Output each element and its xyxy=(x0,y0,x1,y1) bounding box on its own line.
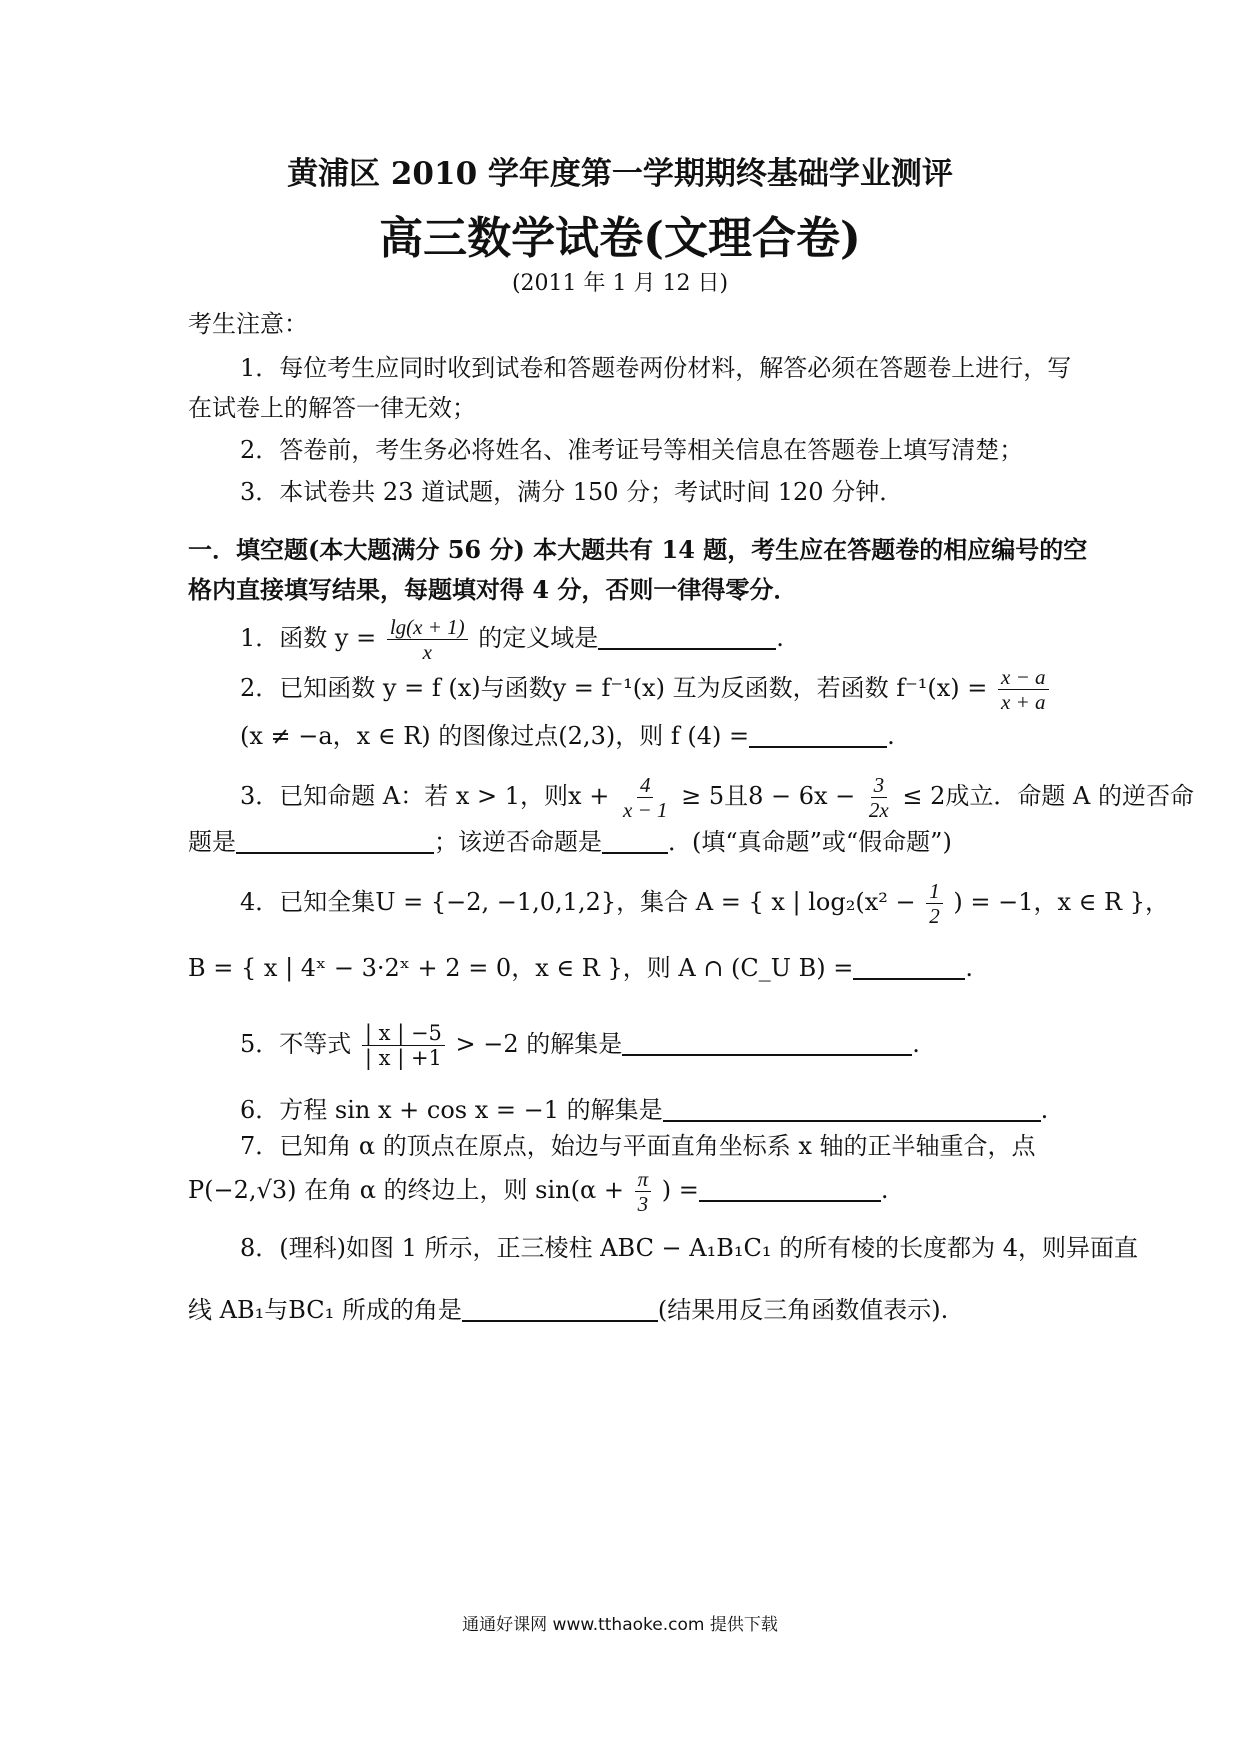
exam-title-line1: 黄浦区 2010 学年度第一学期期终基础学业测评 xyxy=(287,156,953,192)
notice-item-1a: 1．每位考生应同时收到试卷和答题卷两份材料，解答必须在答题卷上进行，写 xyxy=(240,354,1072,382)
answer-blank xyxy=(622,1032,912,1056)
fraction: $\frac{\lg(x + 1)}{x}$ xyxy=(387,615,468,664)
question-8-line2: 线 AB₁与BC₁ 所成的角是 (结果用反三角函数值表示). xyxy=(188,1296,949,1324)
footer-source: 通通好课网 www.tthaoke.com 提供下载 xyxy=(462,1615,778,1635)
notice-heading: 考生注意： xyxy=(188,310,308,338)
question-3-line2: 题是 ；该逆否命题是 ．(填“真命题”或“假命题”) xyxy=(188,828,952,856)
section1-instructions-1: 一．填空题(本大题满分 56 分) 本大题共有 14 题，考生应在答题卷的相应编号的空 xyxy=(188,535,1088,564)
answer-blank xyxy=(598,626,776,650)
answer-blank xyxy=(699,1178,881,1202)
question-1: 1．函数 y = $\frac{\lg(x + 1)}{x}$ 的定义域是 . xyxy=(240,615,784,664)
fraction: $\frac{\pi}{3}$ xyxy=(635,1167,652,1216)
question-2-line2: (x ≠ −a，x ∈ R) 的图像过点(2,3)，则 f (4) = . xyxy=(240,722,895,750)
question-6: 6．方程 sin x + cos x = −1 的解集是 . xyxy=(240,1096,1049,1124)
answer-blank xyxy=(462,1298,658,1322)
section1-instructions-2: 格内直接填写结果，每题填对得 4 分，否则一律得零分． xyxy=(188,575,798,604)
fraction: $\frac{| x | -5}{| x | +1}$ xyxy=(362,1021,445,1070)
notice-item-3: 3．本试卷共 23 道试题，满分 150 分；考试时间 120 分钟． xyxy=(240,478,904,506)
answer-blank xyxy=(749,724,887,748)
exam-date: (2011 年 1 月 12 日) xyxy=(511,271,729,296)
question-4-line2: B = { x | 4ˣ − 3·2ˣ + 2 = 0，x ∈ R }，则 A ∩ (C_U B) = . xyxy=(188,954,974,982)
question-5: 5．不等式 $\frac{| x | -5}{| x | +1}$ > −2 的解集是 . xyxy=(240,1021,920,1070)
fraction: $\frac{x - a}{x + a}$ xyxy=(998,665,1049,714)
fraction: $\frac{3}{2x}$ xyxy=(868,773,889,822)
fraction: $\frac{4}{x - 1}$ xyxy=(622,773,668,822)
fraction: $\frac{1}{2}$ xyxy=(926,879,943,928)
answer-blank xyxy=(663,1098,1041,1122)
exam-title-line2: 高三数学试卷(文理合卷) xyxy=(379,213,861,264)
question-8-line1: 8．(理科)如图 1 所示，正三棱柱 ABC − A₁B₁C₁ 的所有棱的长度都为 4，则异面直 xyxy=(240,1234,1139,1262)
question-7-line2: P(−2,√3) 在角 α 的终边上，则 sin(α + $\frac{\pi}{3}$ ) = . xyxy=(188,1167,889,1216)
question-7-line1: 7．已知角 α 的顶点在原点，始边与平面直角坐标系 x 轴的正半轴重合，点 xyxy=(240,1132,1036,1160)
answer-blank xyxy=(602,830,668,854)
question-2: 2．已知函数 y = f (x)与函数y = f⁻¹(x) 互为反函数，若函数 f⁻¹(x) = $\frac{x - a}{x + a}$ xyxy=(240,658,1100,718)
notice-item-1b: 在试卷上的解答一律无效； xyxy=(188,394,476,422)
question-4: 4．已知全集U = {−2, −1,0,1,2}，集合 A = { x | log₂(x² − $\frac{1}{2}$ ) = −1，x ∈ R }， xyxy=(240,879,1170,928)
answer-blank xyxy=(853,956,965,980)
question-3: 3．已知命题 A：若 x > 1，则x + $\frac{4}{x - 1}$ ≥ 5且8 − 6x − $\frac{3}{2x}$ ≤ 2成立．命题 A 的逆否命 xyxy=(240,773,1194,822)
notice-item-2: 2．答卷前，考生务必将姓名、准考证号等相关信息在答题卷上填写清楚； xyxy=(240,436,1024,464)
answer-blank xyxy=(236,830,434,854)
